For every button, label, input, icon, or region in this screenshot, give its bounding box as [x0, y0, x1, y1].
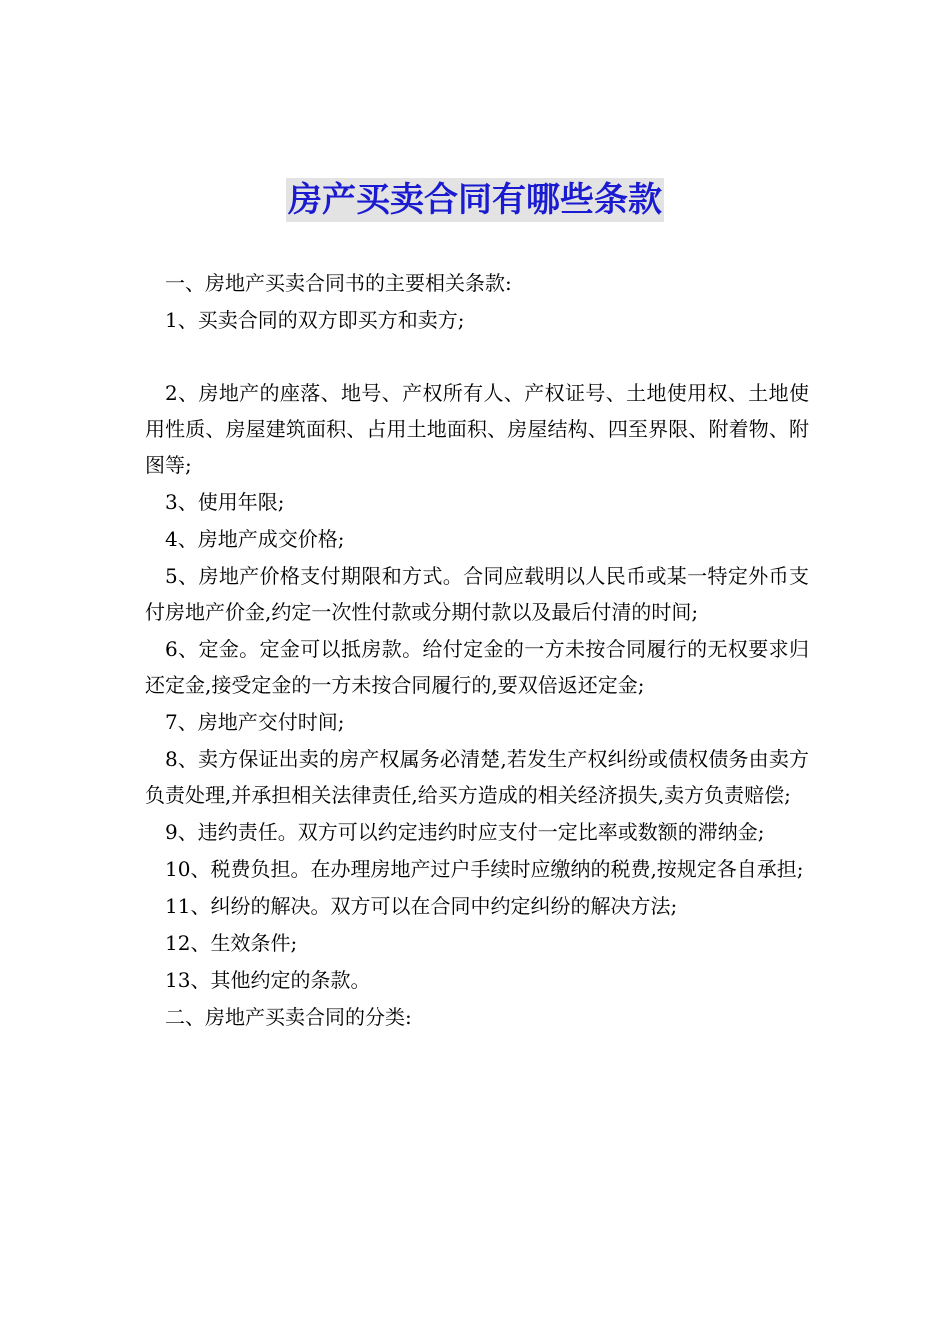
document-title [0, 178, 950, 222]
clause-7: 7、房地产交付时间; [165, 710, 345, 734]
clause-11: 11、纠纷的解决。双方可以在合同中约定纠纷的解决方法; [165, 894, 678, 918]
clause-8: 8、卖方保证出卖的房产权属务必清楚,若发生产权纠纷或债权债务由卖方负责处理,并承担相关法律责任,给买方造成的相关经济损失,卖方负责赔偿; [145, 747, 809, 807]
clause-12: 12、生效条件; [165, 931, 298, 955]
blank-line [145, 339, 809, 375]
clause-5: 5、房地产价格支付期限和方式。合同应载明以人民币或某一特定外币支付房地产价金,约定一次性付款或分期付款以及最后付清的时间; [145, 564, 809, 624]
clause-4: 4、房地产成交价格; [165, 527, 345, 551]
clause-13: 13、其他约定的条款。 [165, 968, 371, 992]
clause-6: 6、定金。定金可以抵房款。给付定金的一方未按合同履行的无权要求归还定金,接受定金的一方未按合同履行的,要双倍返还定金; [145, 637, 809, 697]
section-heading-2: 二、房地产买卖合同的分类: [165, 1005, 412, 1029]
clause-1: 1、买卖合同的双方即买方和卖方; [165, 308, 465, 332]
document-body [145, 265, 809, 1036]
clause-3: 3、使用年限; [165, 490, 285, 514]
clause-9: 9、违约责任。双方可以约定违约时应支付一定比率或数额的滞纳金; [165, 820, 765, 844]
document-title-text: 房产买卖合同有哪些条款 [288, 180, 662, 220]
section-heading-1: 一、房地产买卖合同书的主要相关条款: [165, 271, 512, 295]
clause-10: 10、税费负担。在办理房地产过户手续时应缴纳的税费,按规定各自承担; [165, 857, 804, 881]
clause-2: 2、房地产的座落、地号、产权所有人、产权证号、土地使用权、土地使用性质、房屋建筑面积、占用土地面积、房屋结构、四至界限、附着物、附图等; [145, 381, 809, 477]
